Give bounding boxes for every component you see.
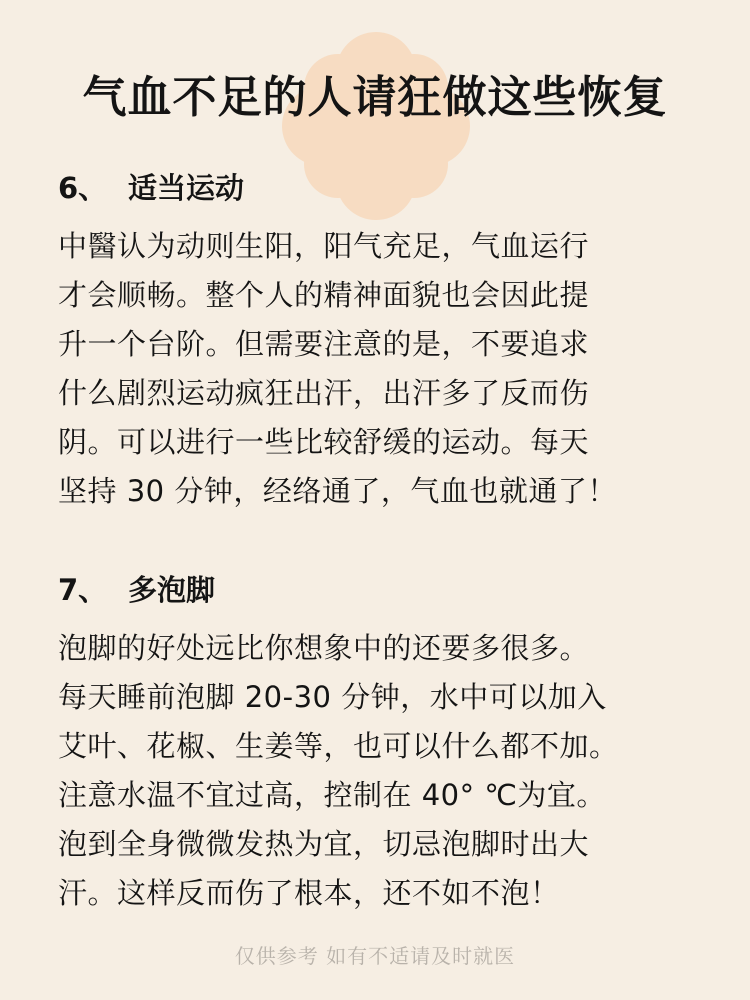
page-title: 气血不足的人请狂做这些恢复 [82,72,668,123]
body-line: 升一个台阶。但需要注意的是，不要追求 [58,327,590,361]
section-body [58,624,718,918]
section-heading-text: 适当运动 [128,171,245,205]
section-exercise [58,168,718,516]
body-line: 才会顺畅。整个人的精神面貌也会因此提 [58,278,590,312]
body-line: 坚持 30 分钟，经络通了，气血也就通了！ [58,474,617,508]
body-line: 阴。可以进行一些比较舒缓的运动。每天 [58,425,590,459]
body-line: 中醫认为动则生阳，阳气充足，气血运行 [58,229,590,263]
body-line: 什么剧烈运动疯狂出汗，出汗多了反而伤 [58,376,590,410]
body-line: 注意水温不宜过高，控制在 40° ℃为宜。 [58,778,606,812]
body-line: 每天睡前泡脚 20-30 分钟，水中可以加入 [58,680,607,714]
body-line: 泡脚的好处远比你想象中的还要多很多。 [58,631,590,665]
section-heading [58,570,718,610]
body-line: 泡到全身微微发热为宜，切忌泡脚时出大 [58,827,590,861]
section-foot-soak [58,570,718,918]
disclaimer-footer: 仅供参考 如有不适请及时就医 [234,944,516,968]
body-line: 汗。这样反而伤了根本，还不如不泡！ [58,876,560,910]
section-number: 7、 [58,573,108,607]
section-number: 6、 [58,171,108,205]
section-body [58,222,718,516]
section-heading-text: 多泡脚 [128,573,216,607]
body-line: 艾叶、花椒、生姜等，也可以什么都不加。 [58,729,619,763]
section-heading [58,168,718,208]
